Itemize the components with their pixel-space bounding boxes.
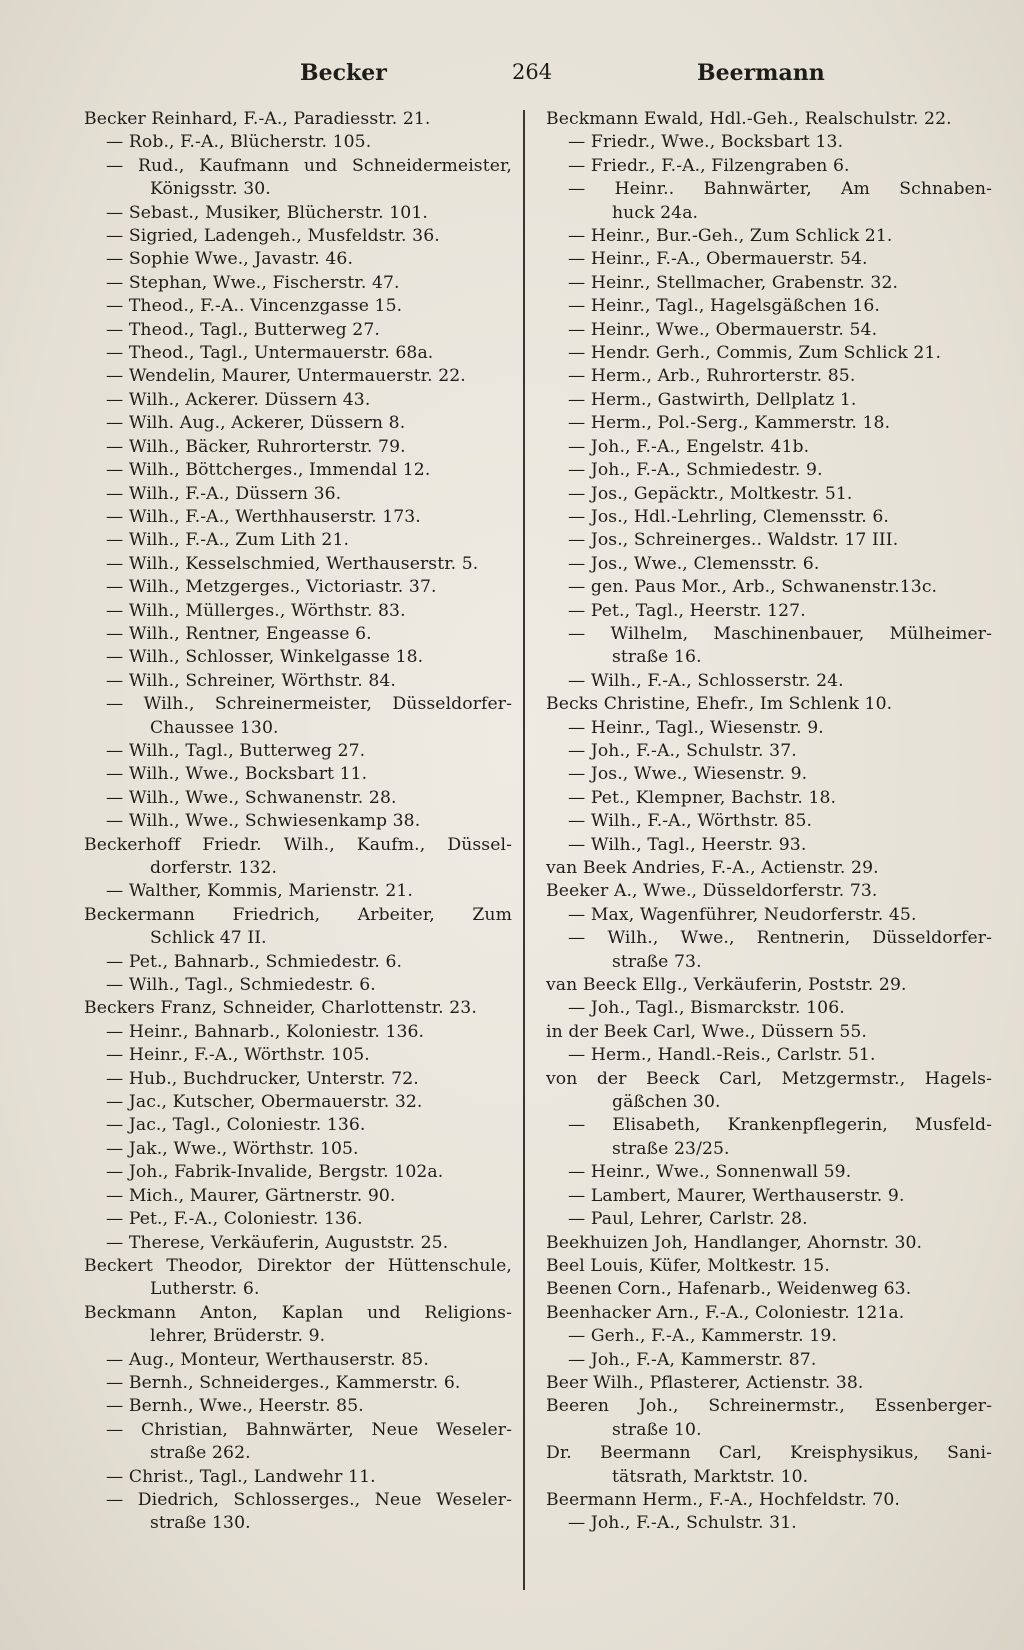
entry-line: — Wilh., F.-A., Düssern 36. bbox=[106, 483, 342, 504]
entry-line: — Wilh., Wwe., Schwiesenkamp 38. bbox=[106, 811, 421, 832]
directory-entry bbox=[84, 1255, 512, 1302]
entry-line: — Herm., Handl.-Reis., Carlstr. 51. bbox=[568, 1045, 876, 1066]
entry-line: — Heinr., Stellmacher, Grabenstr. 32. bbox=[568, 272, 899, 293]
entry-line: — Joh., F.-A., Engelstr. 41b. bbox=[568, 436, 810, 457]
directory-entry bbox=[546, 1489, 992, 1512]
entry-line: — Gerh., F.-A., Kammerstr. 19. bbox=[568, 1326, 837, 1347]
directory-entry bbox=[84, 272, 512, 295]
directory-entry bbox=[84, 576, 512, 599]
entry-line: — Bernh., Wwe., Heerstr. 85. bbox=[106, 1396, 364, 1417]
entry-line: — Heinr., F.-A., Obermauerstr. 54. bbox=[568, 249, 868, 270]
directory-entry bbox=[84, 1114, 512, 1137]
directory-entry bbox=[84, 670, 512, 693]
entry-line: — Hendr. Gerh., Commis, Zum Schlick 21. bbox=[568, 343, 942, 364]
directory-entry bbox=[84, 693, 512, 740]
directory-entry bbox=[546, 904, 992, 927]
directory-entry bbox=[84, 763, 512, 786]
entry-line: — Joh., F.-A., Schulstr. 31. bbox=[568, 1513, 797, 1534]
directory-entry bbox=[84, 483, 512, 506]
entry-line: — Joh., F.-A., Schmiedestr. 9. bbox=[568, 460, 823, 481]
entry-line: — Pet., F.-A., Coloniestr. 136. bbox=[106, 1209, 363, 1230]
directory-entry bbox=[84, 412, 512, 435]
entry-line: Beeren Joh., Schreinermstr., Essenberger- bbox=[546, 1396, 992, 1417]
entry-line: Schlick 47 II. bbox=[150, 928, 267, 949]
entry-line: — Wilh., F.-A., Schlosserstr. 24. bbox=[568, 670, 844, 691]
directory-entry bbox=[84, 1208, 512, 1231]
directory-entry bbox=[546, 880, 992, 903]
directory-entry bbox=[546, 506, 992, 529]
entry-line: — Wilh., Tagl., Schmiedestr. 6. bbox=[106, 975, 376, 996]
entry-line: Beckmann Ewald, Hdl.-Geh., Realschulstr. 22. bbox=[546, 109, 952, 129]
directory-entry bbox=[546, 295, 992, 318]
entry-line: gäßchen 30. bbox=[612, 1092, 721, 1113]
entry-line: — gen. Paus Mor., Arb., Schwanenstr.13c. bbox=[568, 577, 938, 598]
entry-line: straße 23/25. bbox=[612, 1138, 730, 1159]
entry-line: — Pet., Bahnarb., Schmiedestr. 6. bbox=[106, 951, 403, 972]
directory-entry bbox=[546, 319, 992, 342]
entry-line: — Jak., Wwe., Wörthstr. 105. bbox=[106, 1138, 359, 1159]
entry-line: Beermann Herm., F.-A., Hochfeldstr. 70. bbox=[546, 1489, 900, 1510]
directory-entry bbox=[546, 1161, 992, 1184]
entry-line: tätsrath, Marktstr. 10. bbox=[612, 1466, 809, 1487]
directory-entry bbox=[546, 763, 992, 786]
entry-line: — Heinr., Bur.-Geh., Zum Schlick 21. bbox=[568, 226, 893, 247]
entry-line: lehrer, Brüderstr. 9. bbox=[150, 1326, 326, 1347]
directory-entry bbox=[546, 1349, 992, 1372]
directory-entry bbox=[84, 1021, 512, 1044]
entry-line: von der Beeck Carl, Metzgermstr., Hagels- bbox=[546, 1068, 992, 1089]
directory-entry bbox=[84, 951, 512, 974]
directory-entry bbox=[84, 1372, 512, 1395]
entry-line: — Lambert, Maurer, Werthauserstr. 9. bbox=[568, 1185, 905, 1206]
entry-line: — Joh., F.-A, Kammerstr. 87. bbox=[568, 1349, 817, 1370]
entry-line: van Beek Andries, F.-A., Actienstr. 29. bbox=[546, 858, 879, 878]
directory-entry bbox=[546, 1114, 992, 1161]
entry-line: — Wilhelm, Maschinenbauer, Mülheimer- bbox=[568, 623, 992, 644]
directory-entry bbox=[84, 623, 512, 646]
entry-line: — Wilh., Rentner, Engeasse 6. bbox=[106, 623, 372, 644]
entry-line: straße 10. bbox=[612, 1419, 702, 1440]
entry-line: — Friedr., Wwe., Bocksbart 13. bbox=[568, 132, 844, 153]
entry-line: — Christ., Tagl., Landwehr 11. bbox=[106, 1466, 376, 1487]
entry-line: — Joh., Fabrik-Invalide, Bergstr. 102a. bbox=[106, 1162, 444, 1183]
entry-line: van Beeck Ellg., Verkäuferin, Poststr. 29. bbox=[546, 975, 907, 996]
directory-entry bbox=[546, 623, 992, 670]
entry-line: — Herm., Arb., Ruhrorterstr. 85. bbox=[568, 366, 856, 387]
directory-entry bbox=[546, 576, 992, 599]
entry-line: — Wilh., Böttcherges., Immendal 12. bbox=[106, 460, 431, 481]
entry-line: Lutherstr. 6. bbox=[150, 1279, 260, 1300]
directory-entry bbox=[546, 365, 992, 388]
entry-line: Becks Christine, Ehefr., Im Schlenk 10. bbox=[546, 694, 893, 715]
entry-line: — Heinr., Wwe., Sonnenwall 59. bbox=[568, 1162, 852, 1183]
directory-entry bbox=[546, 693, 992, 716]
entry-line: — Wilh., Schreiner, Wörthstr. 84. bbox=[106, 670, 396, 691]
entry-line: — Theod., Tagl., Untermauerstr. 68a. bbox=[106, 343, 434, 364]
directory-entry bbox=[546, 272, 992, 295]
entry-line: — Elisabeth, Krankenpflegerin, Musfeld- bbox=[568, 1115, 992, 1136]
directory-entry bbox=[546, 342, 992, 365]
directory-entry bbox=[84, 1489, 512, 1536]
directory-entry bbox=[546, 1232, 992, 1255]
entry-line: Chaussee 130. bbox=[150, 717, 279, 738]
directory-entry bbox=[84, 974, 512, 997]
directory-entry bbox=[546, 412, 992, 435]
entry-line: Beckerhoff Friedr. Wilh., Kaufm., Düssel- bbox=[84, 834, 512, 855]
entry-line: — Wilh., Metzgerges., Victoriastr. 37. bbox=[106, 577, 437, 598]
directory-entry bbox=[546, 740, 992, 763]
directory-entry bbox=[84, 155, 512, 202]
entry-line: — Sebast., Musiker, Blücherstr. 101. bbox=[106, 202, 428, 223]
directory-entry bbox=[546, 529, 992, 552]
directory-entry bbox=[84, 904, 512, 951]
directory-entry bbox=[546, 155, 992, 178]
entry-line: — Stephan, Wwe., Fischerstr. 47. bbox=[106, 272, 400, 293]
entry-line: straße 262. bbox=[150, 1443, 251, 1464]
entry-line: — Therese, Verkäuferin, Auguststr. 25. bbox=[106, 1232, 449, 1253]
entry-line: — Wilh., Schlosser, Winkelgasse 18. bbox=[106, 647, 424, 668]
directory-entry bbox=[84, 342, 512, 365]
left-column bbox=[84, 108, 512, 1536]
directory-entry bbox=[84, 1349, 512, 1372]
directory-entry bbox=[546, 787, 992, 810]
entry-line: — Walther, Kommis, Marienstr. 21. bbox=[106, 881, 413, 902]
entry-line: — Jos., Wwe., Wiesenstr. 9. bbox=[568, 764, 808, 785]
directory-entry bbox=[84, 436, 512, 459]
entry-line: straße 16. bbox=[612, 647, 702, 668]
directory-entry bbox=[84, 1395, 512, 1418]
entry-line: — Diedrich, Schlosserges., Neue Weseler- bbox=[106, 1489, 512, 1510]
entry-line: — Heinr., Tagl., Hagelsgäßchen 16. bbox=[568, 296, 880, 317]
entry-line: Becker Reinhard, F.-A., Paradiesstr. 21. bbox=[84, 109, 431, 129]
entry-line: Beer Wilh., Pflasterer, Actienstr. 38. bbox=[546, 1372, 864, 1393]
entry-line: — Jos., Schreinerges.. Waldstr. 17 III. bbox=[568, 530, 899, 551]
directory-entry bbox=[84, 1138, 512, 1161]
directory-entry bbox=[84, 810, 512, 833]
entry-line: in der Beek Carl, Wwe., Düssern 55. bbox=[546, 1021, 867, 1042]
directory-entry bbox=[84, 108, 512, 131]
entry-line: — Rud., Kaufmann und Schneidermeister, bbox=[106, 155, 512, 176]
directory-entry bbox=[546, 178, 992, 225]
entry-line: — Herm., Gastwirth, Dellplatz 1. bbox=[568, 389, 857, 410]
directory-entry bbox=[546, 108, 992, 131]
directory-entry bbox=[546, 1302, 992, 1325]
entry-line: dorferstr. 132. bbox=[150, 858, 278, 878]
directory-entry bbox=[546, 600, 992, 623]
entry-line: — Heinr., Bahnarb., Koloniestr. 136. bbox=[106, 1021, 425, 1042]
directory-entry bbox=[546, 1208, 992, 1231]
directory-entry bbox=[546, 857, 992, 880]
directory-entry bbox=[84, 202, 512, 225]
directory-entry bbox=[84, 553, 512, 576]
entry-line: — Bernh., Schneiderges., Kammerstr. 6. bbox=[106, 1372, 461, 1393]
entry-line: — Paul, Lehrer, Carlstr. 28. bbox=[568, 1209, 808, 1230]
directory-entry bbox=[84, 319, 512, 342]
entry-line: Beenen Corn., Hafenarb., Weidenweg 63. bbox=[546, 1279, 912, 1300]
directory-entry bbox=[84, 131, 512, 154]
entry-line: — Wilh., Müllerges., Wörthstr. 83. bbox=[106, 600, 406, 621]
directory-entry bbox=[84, 1185, 512, 1208]
directory-entry bbox=[546, 997, 992, 1020]
entry-line: Dr. Beermann Carl, Kreisphysikus, Sani- bbox=[546, 1443, 992, 1464]
entry-line: Beckert Theodor, Direktor der Hüttenschule, bbox=[84, 1255, 512, 1276]
entry-line: — Sophie Wwe., Javastr. 46. bbox=[106, 249, 354, 270]
entry-line: — Hub., Buchdrucker, Unterstr. 72. bbox=[106, 1068, 419, 1089]
entry-line: — Wilh., Wwe., Rentnerin, Düsseldorfer- bbox=[568, 928, 992, 949]
directory-entry bbox=[546, 553, 992, 576]
directory-entry bbox=[84, 1419, 512, 1466]
directory-entry bbox=[84, 740, 512, 763]
directory-entry bbox=[84, 1302, 512, 1349]
entry-line: — Wilh., F.-A., Werthhauserstr. 173. bbox=[106, 506, 421, 527]
directory-entry bbox=[84, 1091, 512, 1114]
entry-line: Beel Louis, Küfer, Moltkestr. 15. bbox=[546, 1255, 830, 1276]
directory-entry bbox=[546, 436, 992, 459]
entry-line: Beckermann Friedrich, Arbeiter, Zum bbox=[84, 904, 512, 925]
directory-entry bbox=[84, 997, 512, 1020]
directory-entry bbox=[546, 1325, 992, 1348]
entry-line: — Wilh., Schreinermeister, Düsseldorfer- bbox=[106, 694, 512, 715]
directory-entry bbox=[84, 225, 512, 248]
directory-entry bbox=[546, 483, 992, 506]
entry-line: — Wilh., Kesselschmied, Werthauserstr. 5. bbox=[106, 553, 479, 574]
entry-line: straße 130. bbox=[150, 1513, 251, 1534]
entry-line: — Wilh., F.-A., Zum Lith 21. bbox=[106, 530, 350, 551]
entry-line: Beekhuizen Joh, Handlanger, Ahornstr. 30. bbox=[546, 1232, 923, 1253]
page-number: 264 bbox=[512, 60, 553, 84]
directory-entry bbox=[546, 1278, 992, 1301]
entry-line: — Jac., Tagl., Coloniestr. 136. bbox=[106, 1115, 366, 1136]
directory-entry bbox=[84, 787, 512, 810]
entry-line: — Wilh., Wwe., Schwanenstr. 28. bbox=[106, 787, 397, 808]
entry-line: — Joh., Tagl., Bismarckstr. 106. bbox=[568, 998, 845, 1019]
entry-line: Königsstr. 30. bbox=[150, 179, 271, 200]
directory-entry bbox=[546, 810, 992, 833]
entry-line: — Theod., Tagl., Butterweg 27. bbox=[106, 319, 380, 340]
directory-entry bbox=[84, 1232, 512, 1255]
column-divider bbox=[523, 110, 525, 1590]
entry-line: — Joh., F.-A., Schulstr. 37. bbox=[568, 740, 797, 761]
entry-line: — Theod., F.-A.. Vincenzgasse 15. bbox=[106, 296, 403, 317]
directory-entry bbox=[546, 717, 992, 740]
entry-line: — Wendelin, Maurer, Untermauerstr. 22. bbox=[106, 366, 466, 387]
directory-entry bbox=[546, 1372, 992, 1395]
directory-entry bbox=[84, 600, 512, 623]
directory-entry bbox=[546, 1512, 992, 1535]
entry-line: Beckers Franz, Schneider, Charlottenstr. 23. bbox=[84, 998, 477, 1019]
entry-line: — Jos., Wwe., Clemensstr. 6. bbox=[568, 553, 820, 574]
entry-line: — Jos., Hdl.-Lehrling, Clemensstr. 6. bbox=[568, 506, 889, 527]
entry-line: — Jos., Gepäcktr., Moltkestr. 51. bbox=[568, 483, 853, 504]
entry-line: Beeker A., Wwe., Düsseldorferstr. 73. bbox=[546, 881, 878, 902]
entry-line: — Herm., Pol.-Serg., Kammerstr. 18. bbox=[568, 413, 891, 434]
entry-line: — Heinr., Wwe., Obermauerstr. 54. bbox=[568, 319, 878, 340]
entry-line: — Wilh. Aug., Ackerer, Düssern 8. bbox=[106, 413, 406, 434]
directory-entry bbox=[546, 1442, 992, 1489]
directory-entry bbox=[546, 1021, 992, 1044]
entry-line: — Pet., Klempner, Bachstr. 18. bbox=[568, 787, 837, 808]
directory-entry bbox=[546, 670, 992, 693]
directory-entry bbox=[546, 248, 992, 271]
directory-entry bbox=[84, 365, 512, 388]
page-header bbox=[0, 60, 1024, 96]
directory-entry bbox=[84, 1466, 512, 1489]
directory-entry bbox=[546, 225, 992, 248]
directory-entry bbox=[84, 529, 512, 552]
entry-line: — Wilh., Wwe., Bocksbart 11. bbox=[106, 764, 368, 785]
entry-line: — Wilh., Bäcker, Ruhrorterstr. 79. bbox=[106, 436, 406, 457]
entry-line: — Christian, Bahnwärter, Neue Weseler- bbox=[106, 1419, 512, 1440]
directory-entry bbox=[546, 927, 992, 974]
entry-line: — Max, Wagenführer, Neudorferstr. 45. bbox=[568, 904, 917, 925]
entry-line: Beenhacker Arn., F.-A., Coloniestr. 121a. bbox=[546, 1302, 905, 1323]
directory-entry bbox=[84, 1068, 512, 1091]
directory-entry bbox=[546, 1395, 992, 1442]
directory-entry bbox=[84, 646, 512, 669]
header-left-keyword: Becker bbox=[300, 60, 387, 86]
directory-entry bbox=[546, 974, 992, 997]
entry-line: — Rob., F.-A., Blücherstr. 105. bbox=[106, 132, 372, 153]
entry-line: straße 73. bbox=[612, 951, 702, 972]
entry-line: — Friedr., F.-A., Filzengraben 6. bbox=[568, 155, 850, 176]
entry-line: — Wilh., Tagl., Heerstr. 93. bbox=[568, 834, 807, 855]
entry-line: — Heinr.. Bahnwärter, Am Schnaben- bbox=[568, 179, 992, 200]
directory-entry bbox=[84, 248, 512, 271]
entry-line: — Wilh., Ackerer. Düssern 43. bbox=[106, 389, 371, 410]
directory-entry bbox=[84, 834, 512, 881]
directory-entry bbox=[84, 459, 512, 482]
directory-entry bbox=[84, 1044, 512, 1067]
right-column bbox=[546, 108, 992, 1536]
entry-line: — Wilh., F.-A., Wörthstr. 85. bbox=[568, 811, 813, 832]
directory-entry bbox=[84, 506, 512, 529]
header-right-keyword: Beermann bbox=[697, 60, 825, 86]
entry-line: huck 24a. bbox=[612, 202, 699, 223]
entry-line: — Sigried, Ladengeh., Musfeldstr. 36. bbox=[106, 226, 440, 247]
entry-line: — Heinr., F.-A., Wörthstr. 105. bbox=[106, 1045, 370, 1066]
directory-entry bbox=[546, 131, 992, 154]
entry-line: — Pet., Tagl., Heerstr. 127. bbox=[568, 600, 806, 621]
directory-entry bbox=[546, 389, 992, 412]
entry-line: — Mich., Maurer, Gärtnerstr. 90. bbox=[106, 1185, 396, 1206]
directory-entry bbox=[546, 459, 992, 482]
directory-entry bbox=[546, 834, 992, 857]
directory-entry bbox=[546, 1255, 992, 1278]
directory-entry bbox=[84, 389, 512, 412]
entry-line: — Aug., Monteur, Werthauserstr. 85. bbox=[106, 1349, 429, 1370]
directory-entry bbox=[546, 1068, 992, 1115]
directory-entry bbox=[84, 295, 512, 318]
directory-entry bbox=[84, 1161, 512, 1184]
entry-line: — Jac., Kutscher, Obermauerstr. 32. bbox=[106, 1092, 423, 1113]
directory-entry bbox=[84, 880, 512, 903]
directory-entry bbox=[546, 1185, 992, 1208]
directory-entry bbox=[546, 1044, 992, 1067]
entry-line: Beckmann Anton, Kaplan und Religions- bbox=[84, 1302, 512, 1323]
entry-line: — Wilh., Tagl., Butterweg 27. bbox=[106, 740, 366, 761]
entry-line: — Heinr., Tagl., Wiesenstr. 9. bbox=[568, 717, 824, 738]
